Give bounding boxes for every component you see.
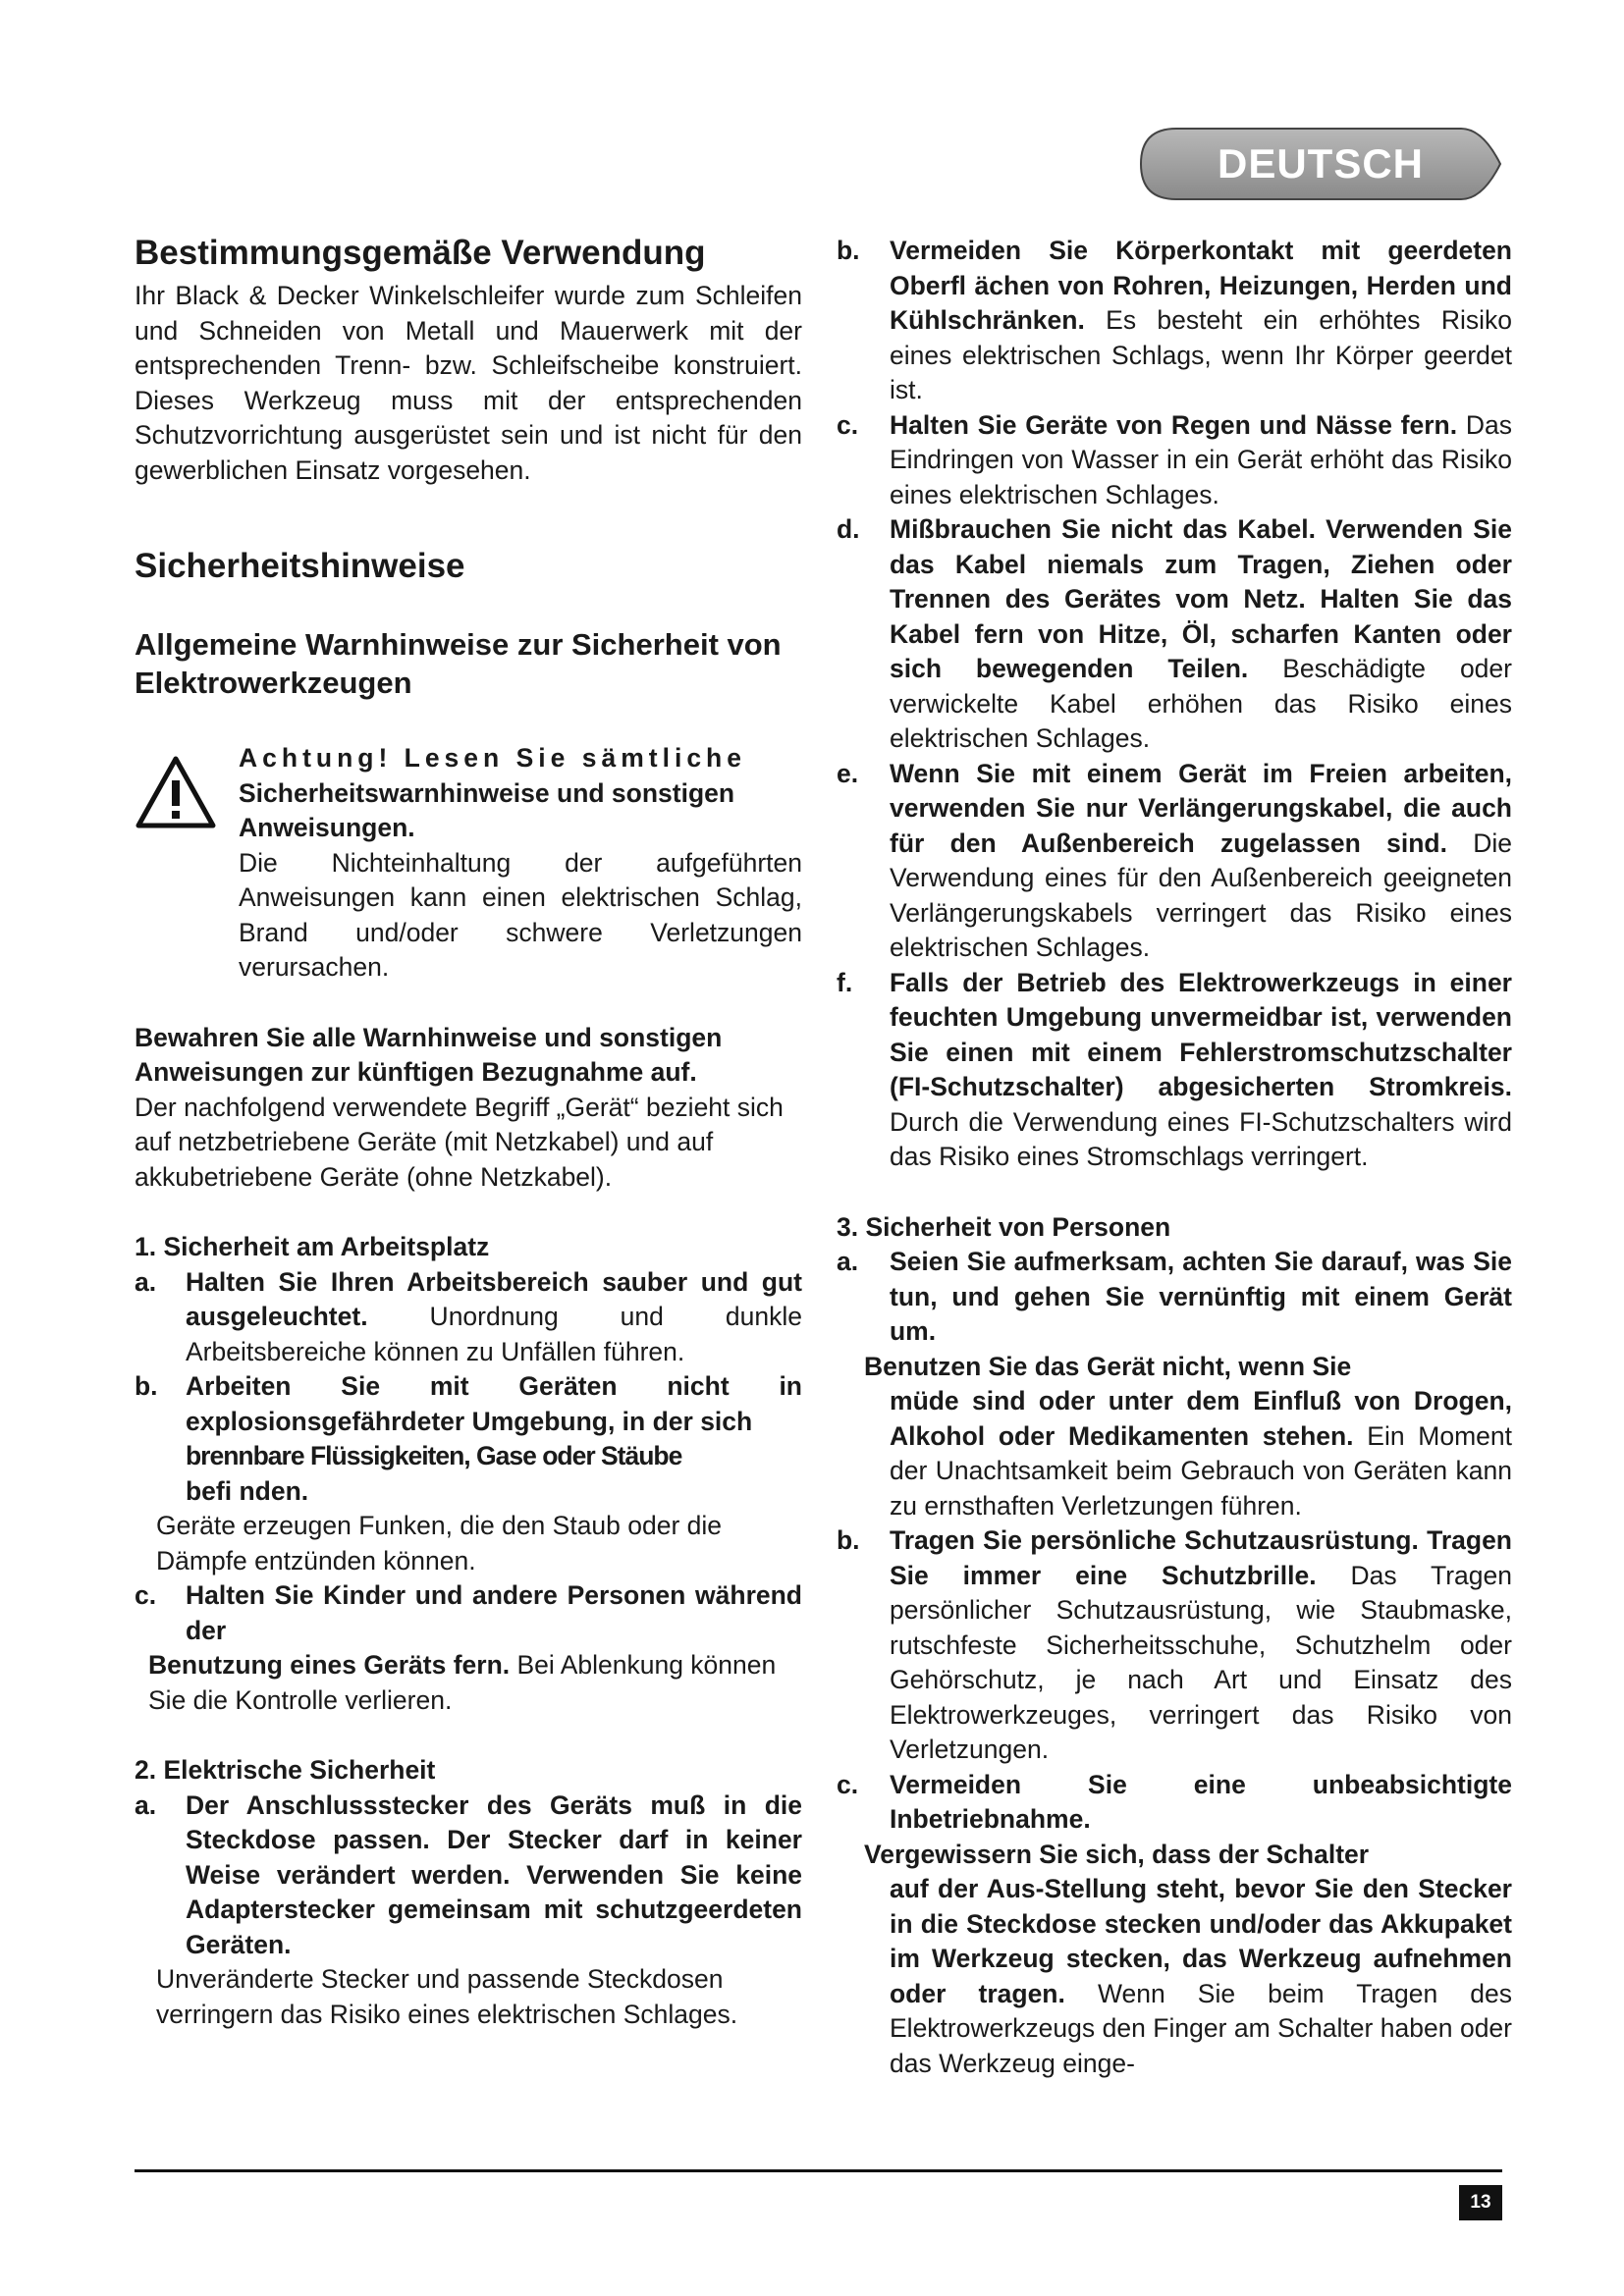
keep-instructions-text: Der nachfolgend verwendete Begriff „Gerät“ bezieht sich auf netzbetriebene Geräte (mit Netzkabel) und auf akkubetriebene Geräte (ohne Netzkabel). xyxy=(135,1092,784,1192)
warning-lead: Achtung! Lesen Sie sämtliche xyxy=(239,743,746,773)
item-1c-text: Benutzung eines Geräts fern. Bei Ablenkung können Sie die Kontrolle verlieren. xyxy=(148,1650,777,1715)
item-3c-cont: auf der Aus-Stellung steht, bevor Sie den Stecker in die Steckdose stecken und/oder das Akkupaket im Werkzeug stecken, das Werkzeug aufnehmen oder tragen. Wenn Sie beim Tragen des Elektrowerkzeugs den Finger am Schalter haben oder das Werkzeug einge- xyxy=(890,1874,1513,2078)
item-3b: b. Tragen Sie persönliche Schutzausrüstung. Tragen Sie immer eine Schutzbrille. Das Tragen persönlicher Schutzausrüstung, wie Staubmaske, rutschfeste Sicherheitsschuhe, Schutzhelm oder Gehörschutz, je nach Art und Einsatz des Elektrowerkzeuges, verringert das Risiko von Verletzungen. xyxy=(837,1525,1512,1764)
warning-block xyxy=(135,741,802,986)
item-2a: a. Der Anschlussstecker des Geräts muß in die Steckdose passen. Der Stecker darf in keiner Weise verändert werden. Verwenden Sie keine Adapterstecker gemeinsam mit schutzgeerdeten Geräten. xyxy=(135,1789,802,1959)
item-3a: a. Seien Sie aufmerksam, achten Sie darauf, was Sie tun, und gehen Sie vernünftig mit einem Gerät um. xyxy=(837,1247,1512,1346)
section-2-title: 2. Elektrische Sicherheit xyxy=(135,1755,436,1785)
item-1a: a. Halten Sie Ihren Arbeitsbereich sauber und gut ausgeleuchtet. Unordnung und dunkle Arbeitsbereiche können zu Unfällen führen. xyxy=(135,1266,802,1366)
item-2b: b. Vermeiden Sie Körperkontakt mit geerdeten Oberfl ächen von Rohren, Heizungen, Herden und Kühlschränken. Es besteht ein erhöhtes Risiko eines elektrischen Schlags, wenn Ihr Körper geerdet ist. xyxy=(837,236,1512,404)
item-3c-bold2: Vergewissern Sie sich, dass der Schalter xyxy=(864,1839,1370,1869)
general-warnings-heading: Allgemeine Warnhinweise zur Sicherheit von Elektrowerkzeugen xyxy=(135,627,782,700)
language-tab xyxy=(1137,126,1504,202)
section-3-title: 3. Sicherheit von Personen xyxy=(837,1211,1171,1242)
keep-instructions-bold: Bewahren Sie alle Warnhinweise und sonstigen Anweisungen zur künftigen Bezugnahme auf. xyxy=(135,1022,723,1087)
item-2a-text: Unveränderte Stecker und passende Steckdosen verringern das Risiko eines elektrischen Schlages. xyxy=(156,1964,738,2029)
intended-use-heading: Bestimmungsgemäße Verwendung xyxy=(135,234,706,272)
warning-text: Die Nichteinhaltung der aufgeführten Anweisungen kann einen elektrischen Schlag, Brand und/oder schwere Verletzungen verursachen. xyxy=(239,847,802,982)
warning-triangle-icon xyxy=(135,755,217,829)
page-number: 13 xyxy=(1459,2185,1502,2220)
left-column xyxy=(135,234,802,2032)
intended-use-text: Ihr Black & Decker Winkelschleifer wurde zum Schleifen und Schneiden von Metall und Mauerwerk mit der entsprechenden Trenn- bzw. Schleifscheibe konstruiert. Dieses Werkzeug muss mit der entsprechenden Schutzvorrichtung ausgerüstet sein und ist nicht für den gewerblichen Einsatz vorgesehen. xyxy=(135,281,802,485)
warning-bold: Sicherheitswarnhinweise und sonstigen Anweisungen. xyxy=(239,777,735,842)
item-3c: c. Vermeiden Sie eine unbeabsichtigte Inbetriebnahme. xyxy=(837,1769,1512,1834)
item-2c: c. Halten Sie Geräte von Regen und Nässe fern. Das Eindringen von Wasser in ein Gerät erhöht das Risiko eines elektrischen Schlages. xyxy=(837,409,1512,509)
right-column xyxy=(837,234,1512,2081)
section-1-title: 1. Sicherheit am Arbeitsplatz xyxy=(135,1232,490,1261)
item-3a-cont: müde sind oder unter dem Einfluß von Drogen, Alkohol oder Medikamenten stehen. Ein Moment der Unachtsamkeit beim Gebrauch von Geräten kann zu ernsthaften Verletzungen führen. xyxy=(890,1386,1512,1521)
item-2e: e. Wenn Sie mit einem Gerät im Freien arbeiten, verwenden Sie nur Verlängerungskabel, die auch für den Außenbereich zugelassen sind. Die Verwendung eines für den Außenbereich geeigneten Verlängerungskabels verringert das Risiko eines elektrischen Schlages. xyxy=(837,758,1512,962)
footer-rule xyxy=(135,2169,1502,2172)
item-3a-bold2: Benutzen Sie das Gerät nicht, wenn Sie xyxy=(864,1351,1352,1381)
item-2f: f. Falls der Betrieb des Elektrowerkzeugs in einer feuchten Umgebung unvermeidbar ist, verwenden Sie einen mit einem Fehlerstromschutzschalter (FI-Schutzschalter) abgesicherten Stromkreis. Durch die Verwendung eines FI-Schutzschalters wird das Risiko eines Stromschlags verringert. xyxy=(837,967,1512,1171)
item-1b-text: Geräte erzeugen Funken, die den Staub oder die Dämpfe entzünden können. xyxy=(156,1511,723,1575)
item-1c: c. Halten Sie Kinder und andere Personen während der xyxy=(135,1580,802,1645)
item-1b: b. Arbeiten Sie mit Geräten nicht in explosionsgefährdeter Umgebung, in der sich brennbare Flüssigkeiten, Gase oder Stäube befi nden. xyxy=(135,1371,802,1506)
safety-heading: Sicherheitshinweise xyxy=(135,547,465,585)
language-label: DEUTSCH xyxy=(1217,140,1424,187)
item-2d: d. Mißbrauchen Sie nicht das Kabel. Verwenden Sie das Kabel niemals zum Tragen, Ziehen oder Trennen des Gerätes vom Netz. Halten Sie das Kabel fern von Hitze, Öl, scharfen Kanten oder sich bewegenden Teilen. Beschädigte oder verwickelte Kabel erhöhen das Risiko eines elektrischen Schlages. xyxy=(837,514,1512,753)
